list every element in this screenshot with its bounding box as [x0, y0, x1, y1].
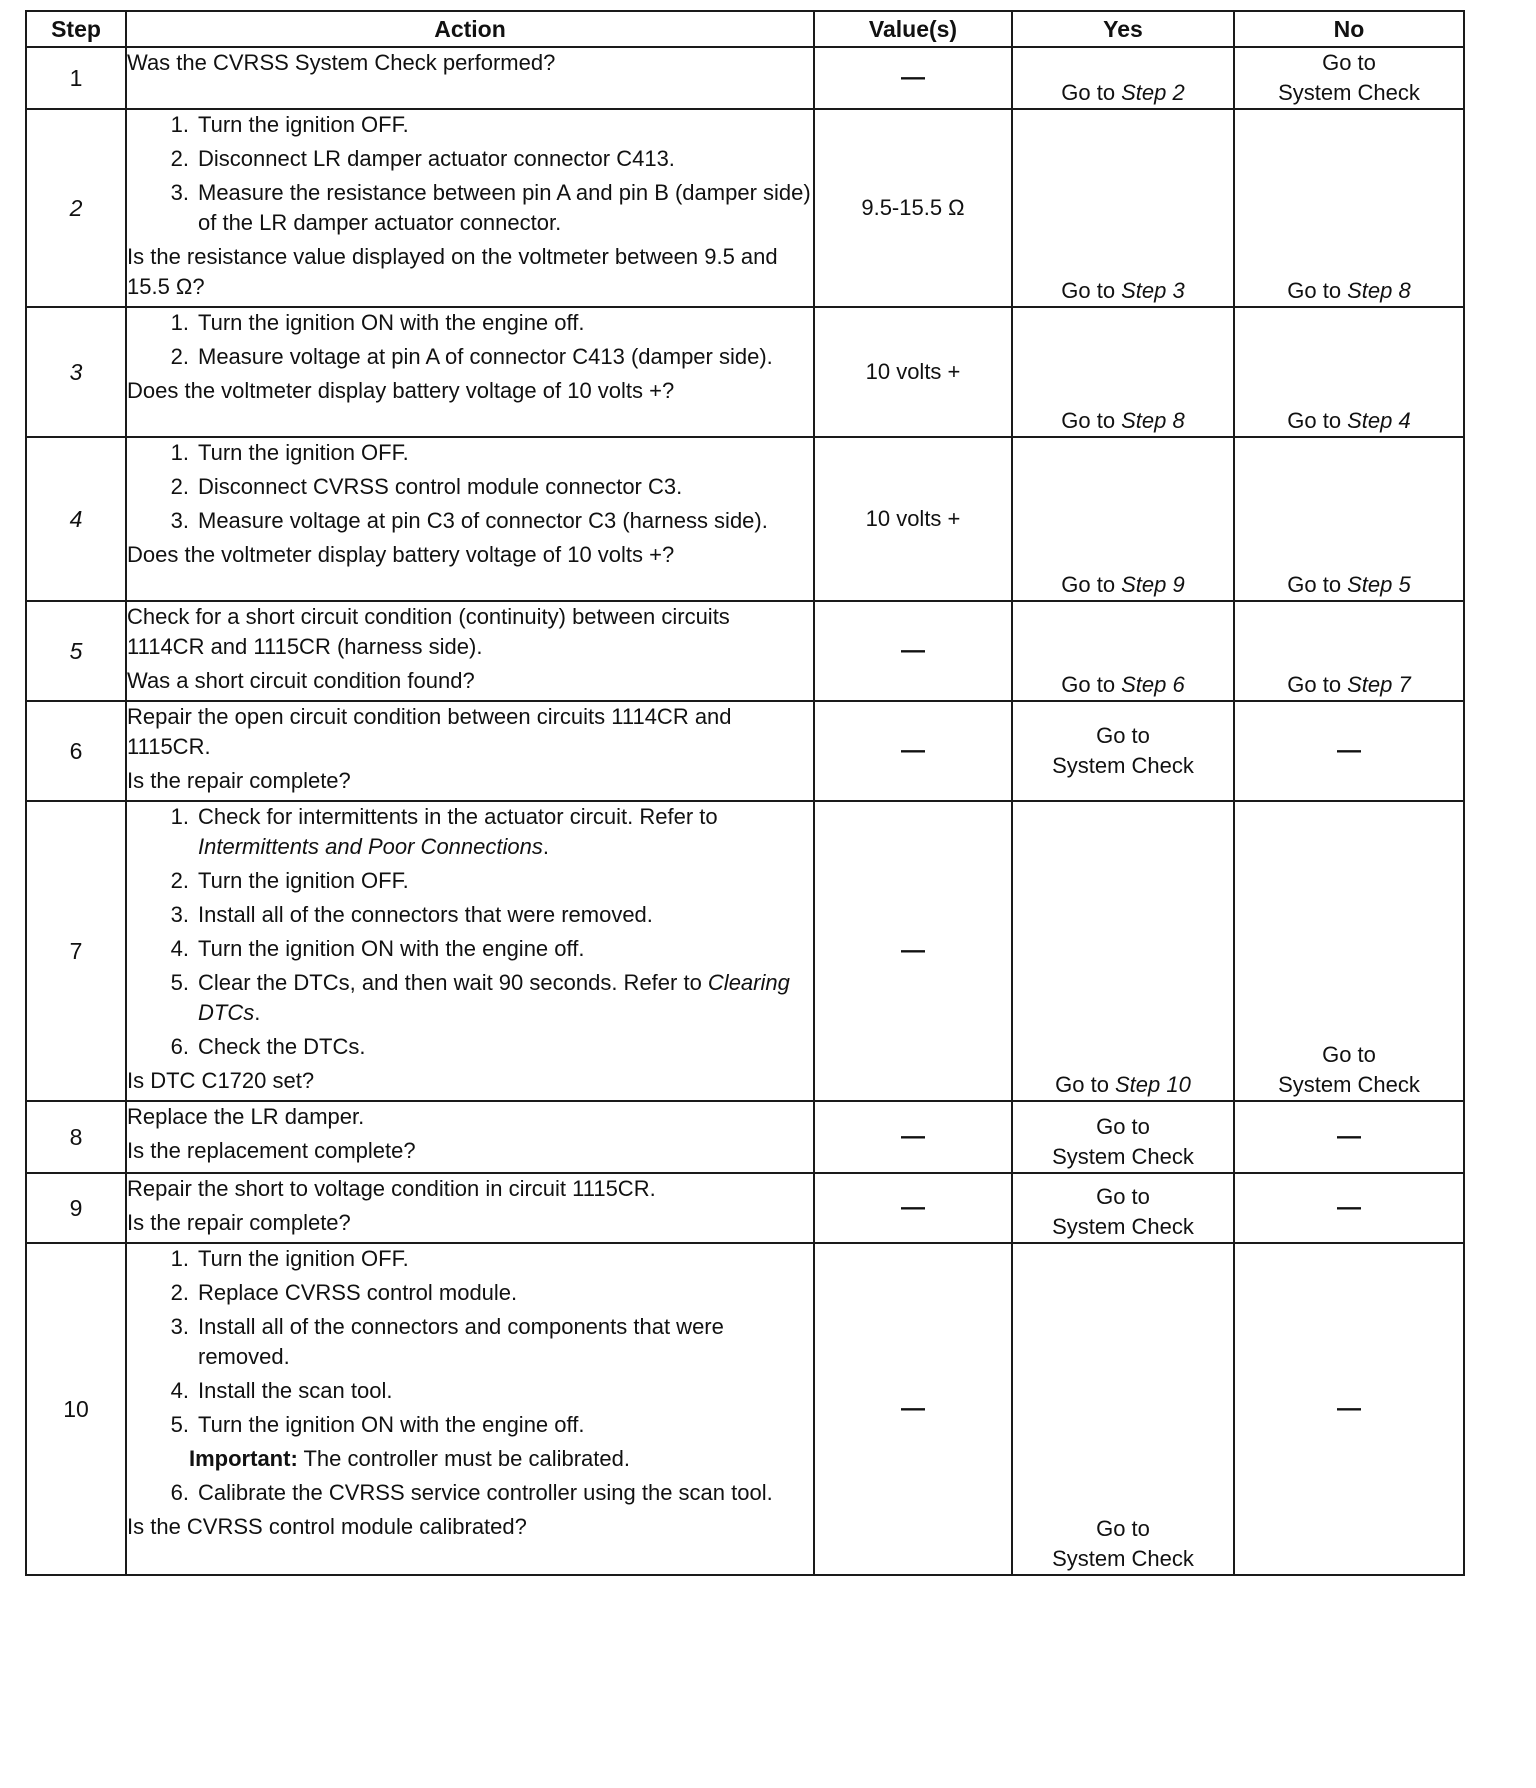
- table-row: [26, 701, 1464, 801]
- action-step: [127, 900, 813, 930]
- go-to-text: Go to: [1287, 572, 1342, 597]
- step-item-text: [198, 1278, 813, 1308]
- action-question: Repair the short to voltage condition in circuit 1115CR.: [127, 1176, 656, 1201]
- action-question: Is the repair complete?: [127, 768, 351, 793]
- value-cell: [814, 601, 1012, 701]
- action-cell: [126, 701, 814, 801]
- step-item-body: Measure voltage at pin A of connector C413 (damper side).: [198, 344, 773, 369]
- step-item-number: 1.: [170, 1246, 189, 1271]
- step-item-number: 2.: [170, 474, 189, 499]
- step-number: 1: [26, 47, 126, 109]
- go-to-text: Go to: [1096, 1516, 1150, 1541]
- value-cell: [814, 1101, 1012, 1173]
- step-item-text: [198, 1032, 813, 1062]
- step-item-body: Turn the ignition ON with the engine off.: [198, 1412, 585, 1437]
- step-item-punct: .: [254, 1000, 261, 1025]
- action-step: [127, 1410, 813, 1440]
- header-values: Value(s): [814, 11, 1012, 47]
- action-step: [127, 438, 813, 468]
- table-header-row: [26, 11, 1464, 47]
- reference-link[interactable]: Intermittents and Poor Connections: [198, 834, 543, 859]
- no-outcome: [1234, 1243, 1464, 1575]
- yes-outcome: [1012, 1101, 1234, 1173]
- step-item-number: 1.: [170, 804, 189, 829]
- step-link[interactable]: Step 5: [1347, 572, 1411, 597]
- go-to-text: Go to: [1061, 278, 1116, 303]
- step-number: 2: [26, 109, 126, 307]
- step-number: 9: [26, 1173, 126, 1243]
- no-outcome: [1234, 701, 1464, 801]
- yes-outcome: [1012, 307, 1234, 437]
- step-number: 10: [26, 1243, 126, 1575]
- step-item-body: Turn the ignition OFF.: [198, 1246, 409, 1271]
- action-question: Is the CVRSS control module calibrated?: [127, 1514, 527, 1539]
- action-step: [127, 308, 813, 338]
- step-item-punct: .: [542, 834, 549, 859]
- dash-mark: —: [901, 64, 925, 91]
- step-item-body: Disconnect LR damper actuator connector C413.: [198, 146, 675, 171]
- step-item-body: Check the DTCs.: [198, 1034, 366, 1059]
- step-item-body: The controller must be calibrated.: [297, 1446, 630, 1471]
- action-step: [127, 1032, 813, 1062]
- yes-outcome: [1012, 601, 1234, 701]
- value-cell: [814, 1243, 1012, 1575]
- action-step: [127, 178, 813, 238]
- important-note: [127, 1444, 813, 1474]
- no-outcome: [1234, 1173, 1464, 1243]
- value-cell: [814, 47, 1012, 109]
- yes-outcome: [1012, 701, 1234, 801]
- step-item-number: 2.: [170, 344, 189, 369]
- action-steps-list: [127, 308, 813, 372]
- go-to-text: Go to: [1061, 408, 1116, 433]
- action-step: [127, 506, 813, 536]
- table-body: [26, 47, 1464, 1575]
- action-cell: [126, 1173, 814, 1243]
- step-item-body: Turn the ignition OFF.: [198, 440, 409, 465]
- step-item-text: [198, 178, 813, 238]
- step-item-body: Calibrate the CVRSS service controller using the scan tool.: [198, 1480, 773, 1505]
- dash-mark: —: [1337, 1194, 1361, 1221]
- table-row: [26, 437, 1464, 601]
- step-link[interactable]: Step 9: [1121, 572, 1185, 597]
- no-outcome: [1234, 801, 1464, 1101]
- action-question: Is the replacement complete?: [127, 1138, 416, 1163]
- step-item-body: Clear the DTCs, and then wait 90 seconds. Refer to: [198, 970, 708, 995]
- value-text: 10 volts +: [865, 506, 961, 531]
- no-outcome: [1234, 109, 1464, 307]
- header-yes: Yes: [1012, 11, 1234, 47]
- action-step: [127, 1376, 813, 1406]
- action-question: Is the repair complete?: [127, 1210, 351, 1235]
- step-link[interactable]: Step 10: [1114, 1072, 1191, 1097]
- value-text: 9.5-15.5 Ω: [861, 195, 965, 220]
- dash-mark: —: [1337, 1123, 1361, 1150]
- dash-mark: —: [1337, 737, 1361, 764]
- action-cell: [126, 437, 814, 601]
- yes-outcome: [1012, 1243, 1234, 1575]
- step-item-text: [198, 968, 813, 1028]
- system-check-link[interactable]: System Check: [1278, 1072, 1420, 1097]
- action-question: Check for a short circuit condition (continuity) between circuits 1114CR and 1115CR (harness side).: [127, 604, 730, 659]
- step-item-text: [198, 144, 813, 174]
- step-item-text: [198, 1312, 813, 1372]
- no-outcome: [1234, 47, 1464, 109]
- step-item-body: Disconnect CVRSS control module connector C3.: [198, 474, 683, 499]
- step-item-body: Measure the resistance between pin A and pin B (damper side) of the LR damper actuator connector.: [198, 180, 811, 235]
- step-item-body: Install all of the connectors and components that were removed.: [198, 1314, 724, 1369]
- table-row: [26, 307, 1464, 437]
- value-cell: [814, 437, 1012, 601]
- step-item-number: 2.: [170, 868, 189, 893]
- step-item-number: 3.: [170, 180, 189, 205]
- step-item-body: Install all of the connectors that were removed.: [198, 902, 653, 927]
- step-link[interactable]: Step 8: [1347, 278, 1411, 303]
- step-item-number: 3.: [170, 902, 189, 927]
- step-item-number: 2.: [170, 146, 189, 171]
- system-check-link[interactable]: System Check: [1278, 80, 1420, 105]
- action-step: [127, 866, 813, 896]
- table-row: [26, 801, 1464, 1101]
- no-outcome: [1234, 307, 1464, 437]
- action-cell: [126, 47, 814, 109]
- step-link[interactable]: Step 6: [1121, 672, 1185, 697]
- action-step: [127, 1244, 813, 1274]
- step-item-text: [198, 438, 813, 468]
- no-outcome: [1234, 601, 1464, 701]
- value-cell: [814, 307, 1012, 437]
- diagnostic-table: [25, 10, 1465, 1576]
- header-no: No: [1234, 11, 1464, 47]
- system-check-link[interactable]: System Check: [1052, 1546, 1194, 1571]
- step-item-number: 1.: [170, 310, 189, 335]
- yes-outcome: [1012, 437, 1234, 601]
- action-step: [127, 1312, 813, 1372]
- action-question: Is DTC C1720 set?: [127, 1068, 315, 1093]
- step-item-text: [198, 900, 813, 930]
- step-link[interactable]: Step 3: [1121, 278, 1185, 303]
- step-item-number: 1.: [170, 112, 189, 137]
- value-cell: [814, 1173, 1012, 1243]
- step-number: 3: [26, 307, 126, 437]
- step-item-number: 3.: [170, 1314, 189, 1339]
- go-to-text: Go to: [1287, 408, 1342, 433]
- step-link[interactable]: Step 7: [1347, 672, 1411, 697]
- header-step: Step: [26, 11, 126, 47]
- step-item-body: Turn the ignition OFF.: [198, 868, 409, 893]
- step-item-body: Turn the ignition ON with the engine off.: [198, 310, 585, 335]
- table-row: [26, 1101, 1464, 1173]
- diagnostic-table-page: [25, 10, 1465, 1576]
- action-step: [127, 472, 813, 502]
- go-to-text: Go to: [1061, 80, 1116, 105]
- step-item-text: [198, 110, 813, 140]
- step-item-body: Install the scan tool.: [198, 1378, 393, 1403]
- step-item-number: 6.: [170, 1480, 189, 1505]
- go-to-text: Go to: [1055, 1072, 1109, 1097]
- action-steps-list: [127, 802, 813, 1062]
- dash-mark: —: [901, 637, 925, 664]
- step-number: 5: [26, 601, 126, 701]
- system-check-link[interactable]: System Check: [1052, 753, 1194, 778]
- table-row: [26, 47, 1464, 109]
- action-steps-list: [127, 1244, 813, 1508]
- go-to-text: Go to: [1287, 278, 1342, 303]
- system-check-link[interactable]: System Check: [1052, 1214, 1194, 1239]
- action-question: Is the resistance value displayed on the voltmeter between 9.5 and 15.5 Ω?: [127, 244, 778, 299]
- step-item-text: [198, 506, 813, 536]
- action-step: [127, 1478, 813, 1508]
- action-step: [127, 968, 813, 1028]
- step-item-text: [198, 1244, 813, 1274]
- action-steps-list: [127, 438, 813, 536]
- action-cell: [126, 109, 814, 307]
- action-cell: [126, 801, 814, 1101]
- step-item-text: [198, 342, 813, 372]
- step-item-body: Turn the ignition OFF.: [198, 112, 409, 137]
- table-row: [26, 109, 1464, 307]
- go-to-text: Go to: [1096, 723, 1150, 748]
- system-check-link[interactable]: System Check: [1052, 1144, 1194, 1169]
- step-number: 4: [26, 437, 126, 601]
- step-link[interactable]: Step 8: [1121, 408, 1185, 433]
- action-step: [127, 1278, 813, 1308]
- go-to-text: Go to: [1096, 1184, 1150, 1209]
- action-step: [127, 934, 813, 964]
- yes-outcome: [1012, 801, 1234, 1101]
- action-step: [127, 144, 813, 174]
- step-item-number: 2.: [170, 1280, 189, 1305]
- step-item-text: [198, 472, 813, 502]
- step-item-number: 5.: [170, 970, 189, 995]
- step-item-number: 5.: [170, 1412, 189, 1437]
- action-cell: [126, 601, 814, 701]
- step-item-text: [189, 1444, 813, 1474]
- step-number: 7: [26, 801, 126, 1101]
- action-cell: [126, 1101, 814, 1173]
- dash-mark: —: [901, 737, 925, 764]
- go-to-text: Go to: [1322, 1042, 1376, 1067]
- yes-outcome: [1012, 1173, 1234, 1243]
- action-question: Repair the open circuit condition between circuits 1114CR and 1115CR.: [127, 704, 732, 759]
- step-item-number: 4.: [170, 1378, 189, 1403]
- yes-outcome: [1012, 47, 1234, 109]
- step-item-text: [198, 802, 813, 862]
- step-item-body: Measure voltage at pin C3 of connector C3 (harness side).: [198, 508, 768, 533]
- no-outcome: [1234, 1101, 1464, 1173]
- step-item-number: 4.: [170, 936, 189, 961]
- value-cell: [814, 801, 1012, 1101]
- action-cell: [126, 1243, 814, 1575]
- table-row: [26, 1173, 1464, 1243]
- action-question: Replace the LR damper.: [127, 1104, 365, 1129]
- table-row: [26, 1243, 1464, 1575]
- step-item-body: Turn the ignition ON with the engine off.: [198, 936, 585, 961]
- value-cell: [814, 109, 1012, 307]
- step-item-text: [198, 1478, 813, 1508]
- action-question: Was the CVRSS System Check performed?: [127, 50, 556, 75]
- step-item-number: 3.: [170, 508, 189, 533]
- action-cell: [126, 307, 814, 437]
- step-item-body: Check for intermittents in the actuator circuit. Refer to: [198, 804, 718, 829]
- dash-mark: —: [1337, 1395, 1361, 1422]
- step-item-text: [198, 1410, 813, 1440]
- value-text: 10 volts +: [865, 359, 961, 384]
- header-action: Action: [126, 11, 814, 47]
- step-item-text: [198, 934, 813, 964]
- step-item-text: [198, 308, 813, 338]
- no-outcome: [1234, 437, 1464, 601]
- dash-mark: —: [901, 1194, 925, 1221]
- action-question: Does the voltmeter display battery voltage of 10 volts +?: [127, 542, 675, 567]
- action-step: [127, 342, 813, 372]
- step-item-text: [198, 1376, 813, 1406]
- important-label: Important:: [189, 1446, 298, 1471]
- step-link[interactable]: Step 4: [1347, 408, 1411, 433]
- table-row: [26, 601, 1464, 701]
- go-to-text: Go to: [1061, 572, 1116, 597]
- go-to-text: Go to: [1287, 672, 1342, 697]
- reference-link[interactable]: Clearing DTCs: [198, 970, 790, 1025]
- step-item-body: Replace CVRSS control module.: [198, 1280, 518, 1305]
- action-step: [127, 110, 813, 140]
- dash-mark: —: [901, 937, 925, 964]
- step-item-text: [198, 866, 813, 896]
- action-question: Does the voltmeter display battery voltage of 10 volts +?: [127, 378, 675, 403]
- action-steps-list: [127, 110, 813, 238]
- go-to-text: Go to: [1096, 1114, 1150, 1139]
- value-cell: [814, 701, 1012, 801]
- step-number: 6: [26, 701, 126, 801]
- go-to-text: Go to: [1322, 50, 1376, 75]
- action-question: Was a short circuit condition found?: [127, 668, 475, 693]
- yes-outcome: [1012, 109, 1234, 307]
- step-item-number: 1.: [170, 440, 189, 465]
- step-number: 8: [26, 1101, 126, 1173]
- dash-mark: —: [901, 1395, 925, 1422]
- go-to-text: Go to: [1061, 672, 1116, 697]
- step-item-number: 6.: [170, 1034, 189, 1059]
- step-link[interactable]: Step 2: [1121, 80, 1185, 105]
- action-step: [127, 802, 813, 862]
- dash-mark: —: [901, 1123, 925, 1150]
